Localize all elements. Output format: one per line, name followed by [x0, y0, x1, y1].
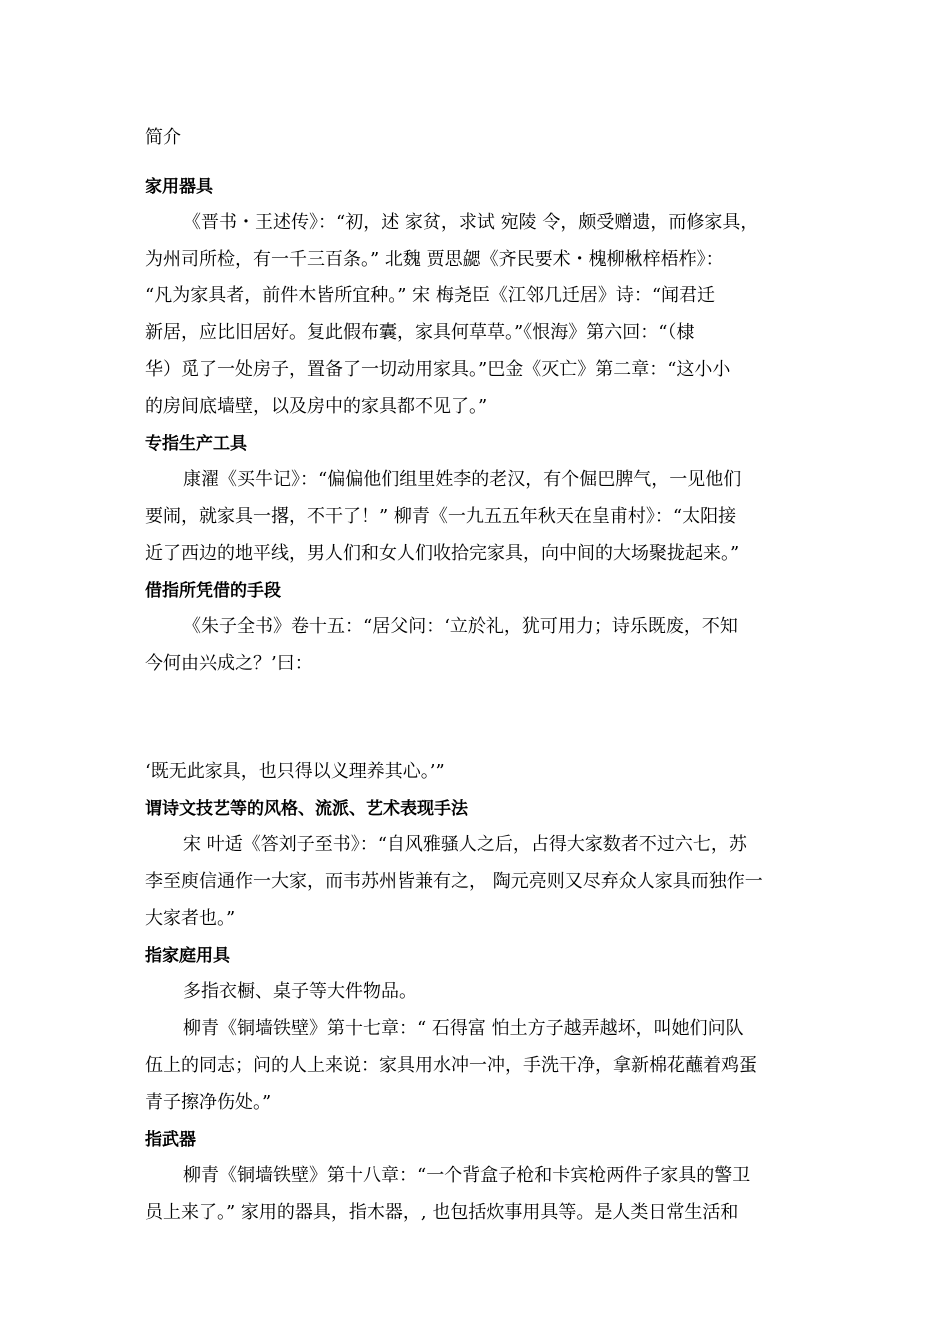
section-heading-weapons: 指武器: [145, 1130, 196, 1150]
paragraph-line: 华）觅了一处房子，置备了一切动用家具。”巴金《灭亡》第二章：“这小小: [145, 359, 731, 380]
section-heading-household-utensils: 家用器具: [145, 177, 213, 197]
paragraph-line: 伍上的同志；问的人上来说：家具用水冲一冲，手洗干净，拿新棉花蘸着鸡蛋: [145, 1055, 757, 1076]
paragraph-line: 员上来了。” 家用的器具，指木器，, 也包括炊事用具等。是人类日常生活和: [145, 1202, 739, 1223]
paragraph-line: 多指衣橱、桌子等大件物品。: [183, 981, 417, 1002]
section-heading-furniture: 指家庭用具: [145, 946, 230, 966]
paragraph-line: 大家者也。”: [145, 908, 236, 929]
section-heading-style: 谓诗文技艺等的风格、流派、艺术表现手法: [145, 799, 468, 819]
paragraph-line: 近了西边的地平线，男人们和女人们收拾完家具，向中间的大场聚拢起来。”: [145, 543, 740, 564]
paragraph-line: 为州司所检，有一千三百条。” 北魏 贾思勰《齐民要术・槐柳楸梓梧柞》：: [145, 249, 724, 270]
paragraph-line: 青子擦净伤处。”: [145, 1092, 272, 1113]
intro-title: 简介: [145, 127, 181, 148]
paragraph-line: 李至庾信通作一大家，而韦苏州皆兼有之， 陶元亮则又尽弃众人家具而独作一: [145, 871, 763, 892]
paragraph-line: 今何由兴成之？’曰：: [145, 653, 313, 674]
paragraph-line: 康濯《买牛记》：“偏偏他们组里姓李的老汉，有个倔巴脾气，一见他们: [183, 469, 742, 490]
paragraph-line: 新居，应比旧居好。复此假布囊，家具何草草。”《恨海》第六回：“（棣: [145, 322, 695, 343]
paragraph-line: “凡为家具者，前件木皆所宜种。” 宋 梅尧臣《江邻几迁居》诗：“闻君迁: [145, 285, 716, 306]
paragraph-line: 的房间底墙壁，以及房中的家具都不见了。”: [145, 396, 488, 417]
paragraph-line: 《晋书・王述传》：“初，述 家贫，求试 宛陵 令，颇受赠遗，而修家具，: [183, 212, 759, 233]
paragraph-line: 柳青《铜墙铁壁》第十八章：“一个背盒子枪和卡宾枪两件子家具的警卫: [183, 1165, 751, 1186]
paragraph-line: 宋 叶适《答刘子至书》：“自风雅骚人之后，占得大家数者不过六七，苏: [183, 834, 747, 855]
paragraph-line: 要闹，就家具一撂，不干了！” 柳青《一九五五年秋天在皇甫村》：“太阳接: [145, 506, 737, 527]
paragraph-line: 《朱子全书》卷十五：“居父问：‘立於礼，犹可用力；诗乐既废，不知: [183, 616, 738, 637]
section-heading-production-tools: 专指生产工具: [145, 434, 247, 454]
section-heading-means: 借指所凭借的手段: [145, 581, 281, 601]
paragraph-line: 柳青《铜墙铁壁》第十七章：“ 石得富 怕土方子越弄越坏，叫她们问队: [183, 1018, 744, 1039]
paragraph-line: ‘既无此家具，也只得以义理养其心。’”: [145, 761, 445, 782]
